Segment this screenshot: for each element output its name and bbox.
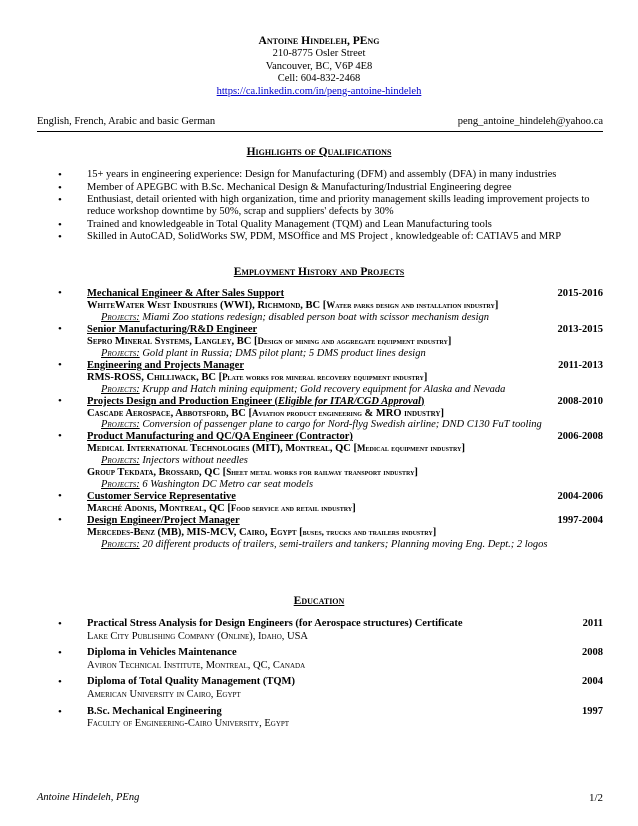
language-email-line xyxy=(37,116,603,128)
job-projects: Projects: Krupp and Hatch mining equipment; Gold recovery equipment for Alaska and Nevada xyxy=(101,383,506,395)
degree-title: B.Sc. Mechanical Engineering xyxy=(87,705,222,717)
job-date: 2006-2008 xyxy=(557,431,603,443)
linkedin-link[interactable]: https://ca.linkedin.com/in/peng-antoine-hindeleh xyxy=(216,85,422,97)
address-line-1: 210-8775 Osler Street xyxy=(272,48,366,59)
contact-header xyxy=(0,34,638,98)
degree-date: 2004 xyxy=(582,676,603,688)
qualification-item: • Trained and knowledgeable in Total Quality Management (TQM) and Lean Manufacturing tools xyxy=(37,219,603,231)
job-entry xyxy=(37,515,603,551)
qualification-item: • Enthusiast, detail oriented with high organization, time and priority management skills leading improvement projects to reduce workshop downtime by 50%, scrap and suppliers' defects by 30% xyxy=(37,194,603,218)
job-projects-secondary: Projects: 6 Washington DC Metro car seat models xyxy=(101,479,314,491)
job-date: 2011-2013 xyxy=(558,359,603,371)
job-company: Mercedes-Benz (MB), MIS-MCV, Cairo, Egypt [buses, trucks and trailers industry] xyxy=(87,527,437,539)
job-projects: Projects: 20 different products of trailers, semi-trailers and tankers; Planning moving Eng. Dept.; 2 logos xyxy=(101,539,548,551)
degree-date: 2011 xyxy=(582,618,603,629)
job-company: Sepro Mineral Systems, Langley, BC [Design of mining and aggregate equipment industry] xyxy=(87,335,452,347)
qualification-item: • Member of APEGBC with B.Sc. Mechanical Design & Manufacturing/Industrial Engineering degree xyxy=(37,182,603,194)
job-date: 2008-2010 xyxy=(557,395,603,407)
institution: Faculty of Engineering-Cairo University, Egypt xyxy=(87,718,290,730)
institution: American University in Cairo, Egypt xyxy=(87,688,241,700)
job-date: 1997-2004 xyxy=(557,515,603,527)
education-entry xyxy=(37,706,603,731)
employment-list xyxy=(37,288,603,551)
job-title: Projects Design and Production Engineer (Eligible for ITAR/CGD Approval) xyxy=(87,395,425,407)
qualifications-list xyxy=(37,169,603,244)
education-entry xyxy=(37,676,603,701)
job-title: Engineering and Projects Manager xyxy=(87,359,244,371)
job-date: 2004-2006 xyxy=(557,491,603,503)
cell-phone: Cell: 604-832-2468 xyxy=(277,73,361,84)
job-title: Product Manufacturing and QC/QA Engineer (Contractor) xyxy=(87,431,353,443)
job-entry xyxy=(37,396,603,432)
job-projects: Projects: Conversion of passenger plane to cargo for Nord-flyg Swedish airline; DND C130 FuT tooling xyxy=(101,419,542,431)
job-entry xyxy=(37,491,603,515)
education-entry xyxy=(37,647,603,672)
degree-date: 1997 xyxy=(582,705,603,717)
job-title: Customer Service Representative xyxy=(87,491,236,503)
job-projects: Projects: Injectors without needles xyxy=(101,455,248,467)
job-company: Marché Adonis, Montreal, QC [Food service and retail industry] xyxy=(87,503,356,515)
degree-title: Diploma in Vehicles Maintenance xyxy=(87,647,237,659)
job-title: Mechanical Engineer & After Sales Support xyxy=(87,288,285,299)
languages: English, French, Arabic and basic German xyxy=(37,116,216,127)
address-line-2: Vancouver, BC, V6P 4E8 xyxy=(265,60,373,72)
degree-title: Diploma of Total Quality Management (TQM) xyxy=(87,676,295,688)
job-company: Medical International Technologies (MIT), Montreal, QC [Medical equipment industry] xyxy=(87,443,465,455)
degree-date: 2008 xyxy=(582,647,603,659)
applicant-name: Antoine Hindeleh, PEng xyxy=(258,35,380,47)
degree-title: Practical Stress Analysis for Design Engineers (for Aerospace structures) Certificate xyxy=(87,618,463,629)
job-entry xyxy=(37,431,603,491)
job-date: 2015-2016 xyxy=(557,288,603,299)
job-entry xyxy=(37,324,603,360)
qualification-item: • Skilled in AutoCAD, SolidWorks SW, PDM, MSOffice and MS Project , knowledgeable of: CATIAV5 and MRP xyxy=(37,231,603,243)
education-heading: Education xyxy=(293,595,345,607)
job-projects: Projects: Gold plant in Russia; DMS pilot plant; 5 DMS product lines design xyxy=(101,347,426,359)
institution: Aviron Technical Institute, Montreal, QC, Canada xyxy=(87,659,306,671)
job-entry xyxy=(37,288,603,324)
page-footer xyxy=(37,792,603,803)
job-company: Cascade Aerospace, Abbotsford, BC [Aviation product engineering & MRO industry] xyxy=(87,407,444,419)
job-company: WhiteWater West Industries (WWI), Richmond, BC [Water parks design and installation industry] xyxy=(87,299,499,311)
header-divider xyxy=(37,131,603,132)
page-number: 1/2 xyxy=(588,792,603,804)
job-company-secondary: Group Tekdata, Brossard, QC [Sheet metal works for railway transport industry] xyxy=(87,467,418,479)
qualifications-heading: Highlights of Qualifications xyxy=(246,146,392,158)
job-company: RMS-ROSS, Chilliwack, BC [Plate works for mineral recovery equipment industry] xyxy=(87,371,428,383)
education-list xyxy=(37,618,603,735)
footer-name: Antoine Hindeleh, PEng xyxy=(37,792,140,803)
job-date: 2013-2015 xyxy=(557,323,603,335)
job-entry xyxy=(37,360,603,396)
qualification-item: • 15+ years in engineering experience: Design for Manufacturing (DFM) and assembly (DFA) in many industries xyxy=(37,169,603,181)
employment-heading: Employment History and Projects xyxy=(233,266,405,278)
email-address[interactable]: peng_antoine_hindeleh@yahoo.ca xyxy=(457,116,603,127)
education-entry xyxy=(37,618,603,643)
institution: Lake City Publishing Company (Online), Idaho, USA xyxy=(87,630,309,642)
job-title: Senior Manufacturing/R&D Engineer xyxy=(87,323,258,335)
job-projects: Projects: Miami Zoo stations redesign; disabled person boat with scissor mechanism design xyxy=(101,311,490,323)
job-title: Design Engineer/Project Manager xyxy=(87,515,240,527)
